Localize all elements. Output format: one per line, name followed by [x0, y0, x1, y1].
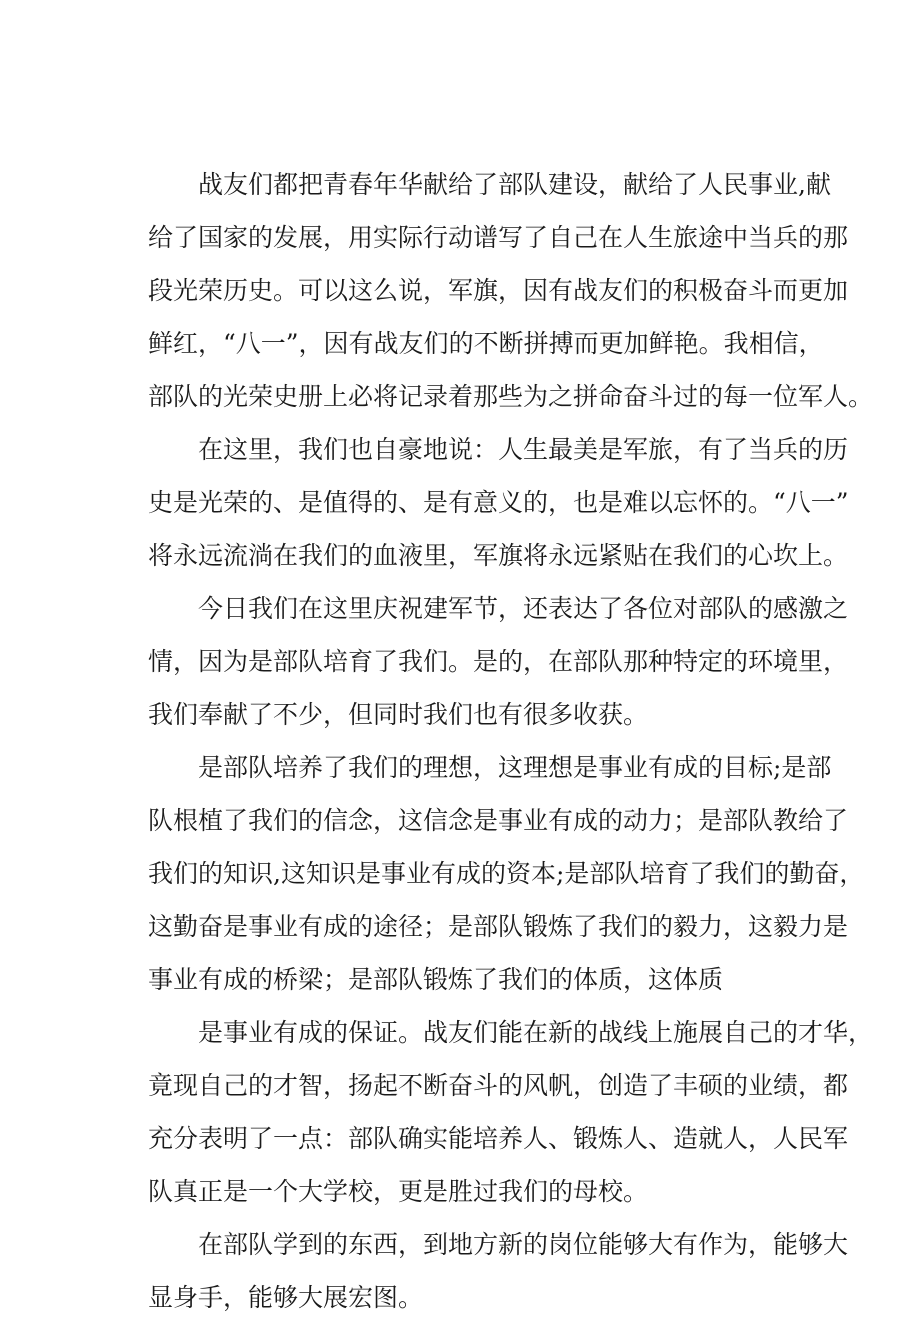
- paragraph-6: [148, 1218, 849, 1324]
- paragraph-5: [148, 1006, 874, 1218]
- text-line: 给了国家的发展，用实际行动谱写了自己在人生旅途中当兵的那: [148, 223, 849, 252]
- text-line: 显身手，能够大展宏图。: [148, 1283, 424, 1312]
- text-line: 部队的光荣史册上必将记录着那些为之拼命奋斗过的每一位军人。: [148, 382, 874, 411]
- paragraph-4: [148, 741, 865, 1006]
- text-line: 事业有成的桥梁；是部队锻炼了我们的体质，这体质: [148, 965, 724, 994]
- text-line: 竟现自己的才智，扬起不断奋斗的风帆，创造了丰硕的业绩，都: [148, 1071, 849, 1100]
- text-line: 段光荣历史。可以这么说，军旗，因有战友们的积极奋斗而更加: [148, 276, 849, 305]
- paragraph-1: [148, 158, 874, 423]
- text-line: 我们奉献了不少，但同时我们也有很多收获。: [148, 700, 649, 729]
- text-line: 今日我们在这里庆祝建军节，还表达了各位对部队的感激之: [198, 594, 849, 623]
- text-line: 队真正是一个大学校，更是胜过我们的母校。: [148, 1177, 649, 1206]
- text-line: 史是光荣的、是值得的、是有意义的，也是难以忘怀的。“八一”: [148, 488, 849, 517]
- text-line: 是部队培养了我们的理想，这理想是事业有成的目标;是部: [198, 753, 832, 782]
- text-line: 队根植了我们的信念，这信念是事业有成的动力；是部队教给了: [148, 806, 849, 835]
- text-line: 情，因为是部队培育了我们。是的，在部队那种特定的环境里，: [148, 647, 849, 676]
- paragraph-2: [148, 423, 849, 582]
- text-line: 鲜红，“八一”，因有战友们的不断拼搏而更加鲜艳。我相信，: [148, 329, 824, 358]
- paragraph-3: [148, 582, 849, 741]
- document-body: [148, 158, 874, 1324]
- text-line: 战友们都把青春年华献给了部队建设，献给了人民事业,献: [198, 170, 831, 199]
- text-line: 在这里，我们也自豪地说：人生最美是军旅，有了当兵的历: [198, 435, 849, 464]
- text-line: 这勤奋是事业有成的途径；是部队锻炼了我们的毅力，这毅力是: [148, 912, 849, 941]
- text-line: 将永远流淌在我们的血液里，军旗将永远紧贴在我们的心坎上。: [148, 541, 849, 570]
- text-line: 是事业有成的保证。战友们能在新的战线上施展自己的才华，: [198, 1018, 874, 1047]
- text-line: 充分表明了一点：部队确实能培养人、锻炼人、造就人，人民军: [148, 1124, 849, 1153]
- text-line: 我们的知识,这知识是事业有成的资本;是部队培育了我们的勤奋，: [148, 859, 865, 888]
- text-line: 在部队学到的东西，到地方新的岗位能够大有作为，能够大: [198, 1230, 849, 1259]
